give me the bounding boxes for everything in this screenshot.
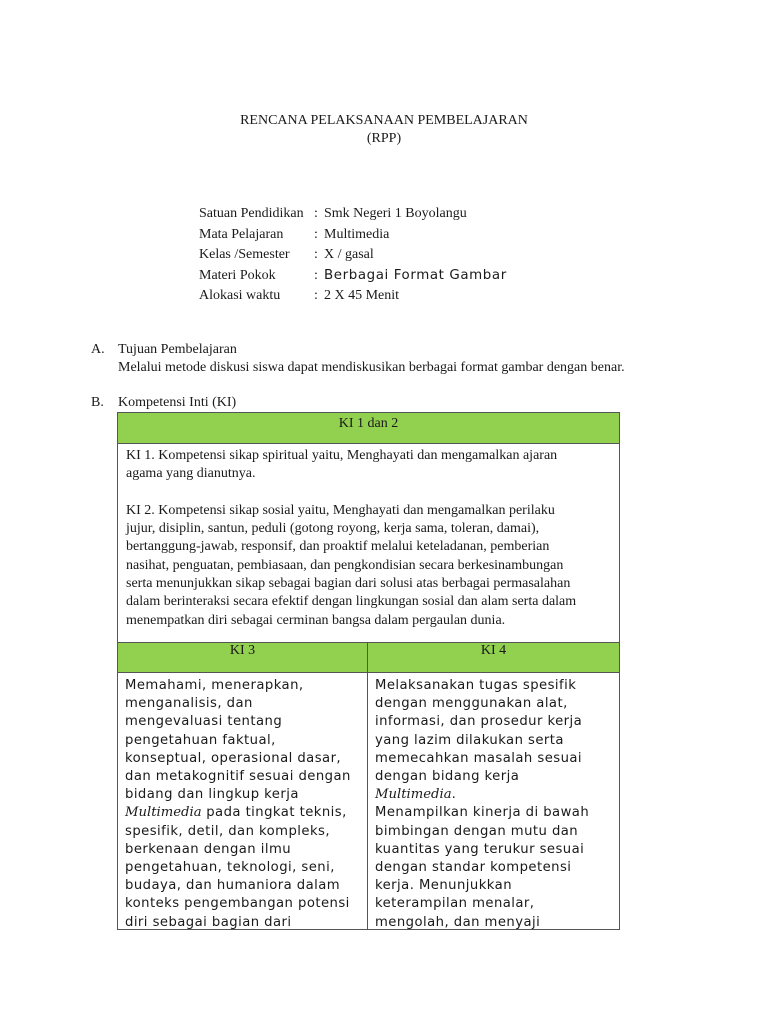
section-a-body: Melalui metode diskusi siswa dapat mendiskusikan berbagai format gambar dengan benar. bbox=[118, 360, 625, 375]
ki3-line: pada tingkat teknis, bbox=[206, 805, 347, 821]
ki3-line: konseptual, operasional dasar, bbox=[125, 750, 342, 766]
section-b-title: Kompetensi Inti (KI) bbox=[118, 395, 237, 410]
ki3-line: Memahami, menerapkan, bbox=[125, 678, 304, 693]
section-b-letter: B. bbox=[91, 395, 104, 410]
ki3-line: menganalisis, dan bbox=[125, 696, 253, 712]
ki4-line: bimbingan dengan mutu dan bbox=[375, 823, 579, 839]
identity-label: Materi Pokok bbox=[199, 267, 276, 283]
ki1-line: KI 1. Kompetensi sikap spiritual yaitu, Menghayati dan mengamalkan ajaran bbox=[126, 448, 558, 463]
ki3-line: dan metakognitif sesuai dengan bbox=[125, 769, 351, 785]
ki3-line: budaya, dan humaniora dalam bbox=[125, 878, 341, 894]
ki4-line: dengan bidang kerja bbox=[375, 769, 520, 785]
identity-label: Satuan Pendidikan bbox=[199, 206, 304, 221]
ki2-line: bertanggung-jawab, responsif, dan proaktif melalui keteladanan, pemberian bbox=[126, 539, 550, 555]
identity-value: Multimedia bbox=[324, 226, 390, 242]
ki3-italic-term: Multimedia bbox=[125, 805, 202, 821]
document-title bbox=[0, 112, 768, 148]
ki3-line-with-italic bbox=[125, 804, 363, 822]
identity-colon: : bbox=[314, 288, 318, 303]
ki4-line: Menampilkan kinerja di bawah bbox=[375, 805, 590, 821]
ki3-cell bbox=[125, 677, 363, 932]
ki1-line: agama yang dianutnya. bbox=[126, 466, 256, 482]
identity-label: Kelas /Semester bbox=[199, 247, 290, 262]
ki4-line: kuantitas yang terukur sesuai bbox=[375, 841, 585, 857]
ki4-line: memecahkan masalah sesuai bbox=[375, 750, 583, 766]
identity-colon: : bbox=[314, 247, 318, 262]
ki4-line-with-italic bbox=[375, 786, 615, 804]
identity-value: Smk Negeri 1 Boyolangu bbox=[324, 206, 467, 221]
ki2-line: dalam berinteraksi secara efektif dengan lingkungan sosial dan alam serta dalam bbox=[126, 594, 577, 610]
ki4-italic-term: Multimedia bbox=[375, 787, 452, 803]
title-line-2: (RPP) bbox=[366, 131, 402, 146]
ki2-line: serta menunjukkan sikap sebagai bagian dari solusi atas berbagai permasalahan bbox=[126, 576, 571, 592]
identity-colon: : bbox=[314, 267, 318, 283]
identity-colon: : bbox=[314, 206, 318, 221]
identity-value: 2 X 45 Menit bbox=[324, 288, 400, 303]
ki3-line: bidang dan lingkup kerja bbox=[125, 787, 299, 803]
ki3-line: spesifik, detil, dan kompleks, bbox=[125, 823, 331, 839]
ki2-line: jujur, disiplin, santun, peduli (gotong royong, kerja sama, toleran, damai), bbox=[126, 521, 540, 537]
identity-value: Berbagai Format Gambar bbox=[324, 267, 507, 283]
ki12-header: KI 1 dan 2 bbox=[118, 413, 619, 444]
section-a-title: Tujuan Pembelajaran bbox=[118, 342, 237, 357]
identity-label: Mata Pelajaran bbox=[199, 226, 284, 242]
section-a-letter: A. bbox=[91, 342, 105, 357]
ki4-line: informasi, dan prosedur kerja bbox=[375, 714, 583, 730]
ki34-header-row bbox=[118, 642, 619, 673]
column-divider bbox=[367, 673, 368, 930]
identity-label: Alokasi waktu bbox=[199, 288, 281, 303]
ki3-line: mengevaluasi tentang bbox=[125, 714, 283, 730]
ki4-header: KI 4 bbox=[368, 643, 619, 672]
ki4-line: Melaksanakan tugas spesifik bbox=[375, 678, 577, 693]
identity-colon: : bbox=[314, 226, 318, 242]
ki2-line: KI 2. Kompetensi sikap sosial yaitu, Menghayati dan mengamalkan perilaku bbox=[126, 502, 555, 518]
ki4-line: dengan standar kompetensi bbox=[375, 860, 572, 876]
ki3-header: KI 3 bbox=[118, 643, 368, 672]
ki3-line: diri sebagai bagian dari bbox=[125, 914, 292, 930]
ki4-line: keterampilan menalar, bbox=[375, 896, 535, 912]
ki4-line: dengan menggunakan alat, bbox=[375, 696, 568, 712]
ki3-line: pengetahuan faktual, bbox=[125, 732, 276, 748]
ki3-line: pengetahuan, teknologi, seni, bbox=[125, 860, 335, 876]
ki1-paragraph bbox=[126, 447, 614, 484]
ki4-line: kerja. Menunjukkan bbox=[375, 878, 512, 894]
ki3-line: konteks pengembangan potensi bbox=[125, 896, 350, 912]
title-line-1: RENCANA PELAKSANAAN PEMBELAJARAN bbox=[240, 113, 528, 128]
identity-value: X / gasal bbox=[324, 247, 374, 262]
ki-table bbox=[117, 412, 620, 930]
ki2-line: menempatkan diri sebagai cerminan bangsa dalam pergaulan dunia. bbox=[126, 612, 506, 628]
ki4-line: yang lazim dilakukan serta bbox=[375, 732, 564, 748]
ki4-cell bbox=[375, 677, 615, 932]
ki2-line: nasihat, penguatan, pembiasaan, dan pengkondisian secara berkesinambungan bbox=[126, 557, 564, 573]
ki4-line: . bbox=[451, 787, 457, 803]
ki4-line: mengolah, dan menyaji bbox=[375, 914, 541, 930]
ki12-body bbox=[126, 447, 614, 630]
ki2-paragraph bbox=[126, 502, 614, 630]
ki3-line: berkenaan dengan ilmu bbox=[125, 841, 292, 857]
